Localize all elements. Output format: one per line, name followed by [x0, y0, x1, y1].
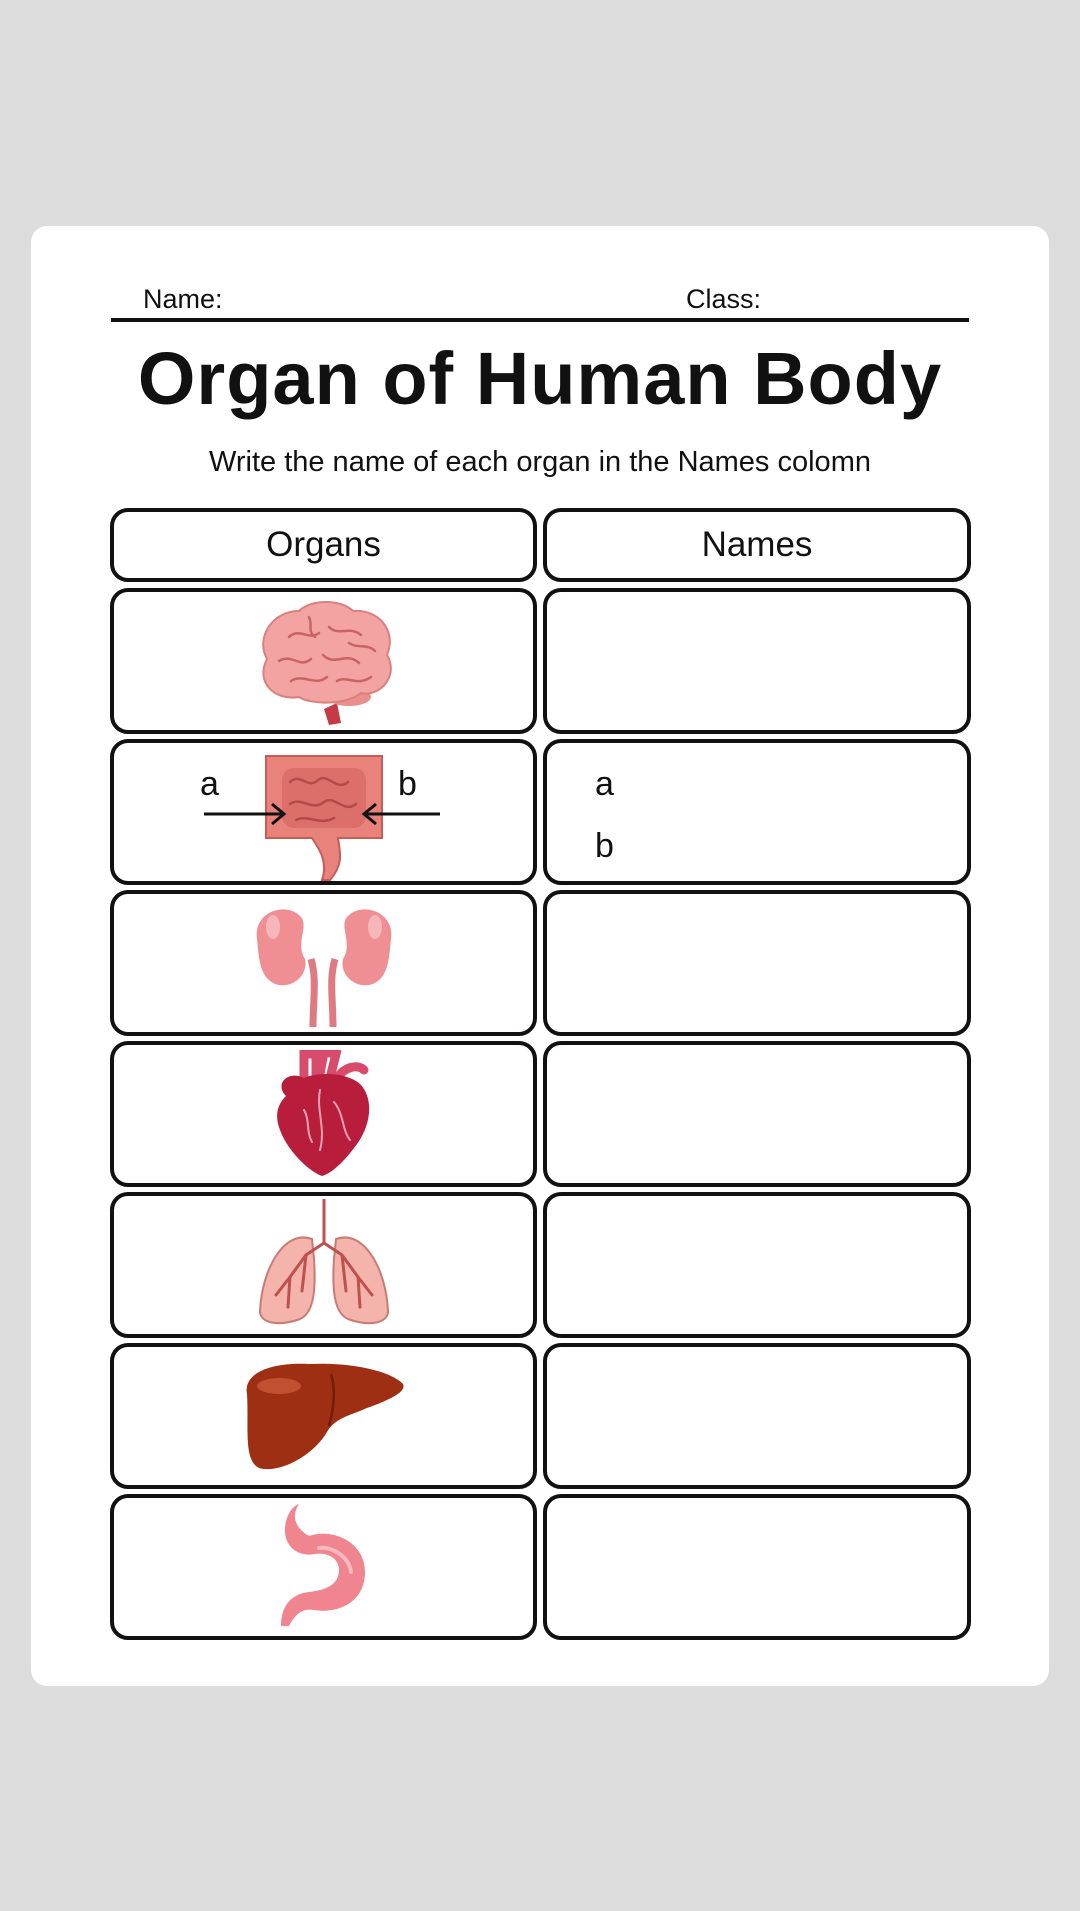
organ-cell [110, 1041, 537, 1187]
organ-cell [110, 588, 537, 734]
intestines-icon [204, 742, 444, 882]
stomach-icon [269, 1502, 379, 1632]
name-answer-cell[interactable] [543, 1041, 971, 1187]
organ-cell [110, 1494, 537, 1640]
name-answer-cell-intestines[interactable] [543, 739, 971, 885]
name-answer-cell[interactable] [543, 1494, 971, 1640]
column-header-organs [110, 508, 537, 582]
name-label: Name: [143, 284, 223, 314]
brain-icon [249, 597, 399, 725]
class-label: Class: [686, 284, 762, 314]
column-header-names [543, 508, 971, 582]
organ-cell [110, 890, 537, 1036]
page-title: Organ of Human Body [137, 337, 943, 420]
answer-label-a: a [595, 765, 614, 803]
marker-b: b [398, 765, 417, 803]
column-header-organs-label: Organs [266, 525, 381, 564]
name-answer-cell[interactable] [543, 1343, 971, 1489]
instructions: Write the name of each organ in the Names colomn [209, 446, 871, 478]
name-answer-cell[interactable] [543, 588, 971, 734]
lungs-icon [254, 1199, 394, 1331]
marker-a: a [200, 765, 219, 803]
organ-cell [110, 739, 537, 885]
heart-icon [264, 1050, 384, 1178]
column-header-names-label: Names [701, 525, 813, 564]
name-answer-cell[interactable] [543, 890, 971, 1036]
header-row [111, 262, 969, 322]
worksheet-card [31, 226, 1049, 1686]
answer-label-b: b [595, 827, 614, 865]
organ-cell [110, 1192, 537, 1338]
organ-cell [110, 1343, 537, 1489]
name-answer-cell[interactable] [543, 1192, 971, 1338]
kidneys-icon [249, 899, 399, 1027]
liver-icon [239, 1356, 409, 1476]
